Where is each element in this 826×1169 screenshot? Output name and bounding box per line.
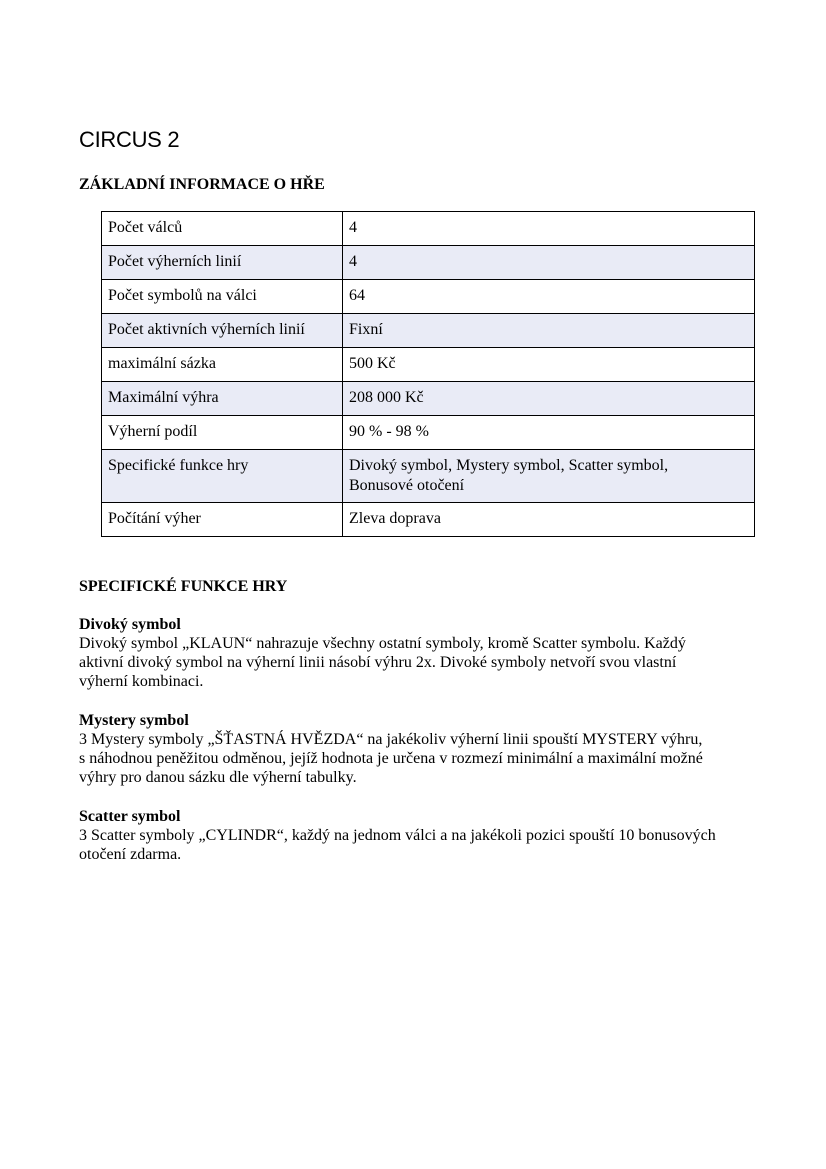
row-value-line: Bonusové otočení xyxy=(349,477,465,494)
row-value: 4 xyxy=(343,212,755,246)
feature-wild-symbol xyxy=(79,615,759,691)
table-row xyxy=(102,416,755,450)
row-label: Specifické funkce hry xyxy=(102,450,343,503)
feature-text-line: aktivní divoký symbol na výherní linii násobí výhru 2x. Divoké symboly netvoří svou vlastní xyxy=(79,654,677,671)
feature-text-line: 3 Mystery symboly „ŠŤASTNÁ HVĚZDA“ na jakékoliv výherní linii spouští MYSTERY výhru, xyxy=(79,731,703,748)
feature-mystery-symbol xyxy=(79,711,759,787)
table-row xyxy=(102,348,755,382)
row-label: Výherní podíl xyxy=(102,416,343,450)
feature-text-line: výherní kombinaci. xyxy=(79,673,204,690)
row-label: Počet válců xyxy=(102,212,343,246)
feature-text-line: otočení zdarma. xyxy=(79,846,182,863)
table-row xyxy=(102,450,755,503)
table-row xyxy=(102,280,755,314)
row-value: Zleva doprava xyxy=(343,503,755,537)
document-title: CIRCUS 2 xyxy=(79,127,180,152)
row-value xyxy=(343,450,755,503)
basic-info-heading: ZÁKLADNÍ INFORMACE O HŘE xyxy=(79,176,325,193)
row-label: Počítání výher xyxy=(102,503,343,537)
feature-title: Divoký symbol xyxy=(79,616,181,633)
row-value: 4 xyxy=(343,246,755,280)
row-value: 64 xyxy=(343,280,755,314)
row-label: Počet aktivních výherních linií xyxy=(102,314,343,348)
row-label: Maximální výhra xyxy=(102,382,343,416)
row-value: 500 Kč xyxy=(343,348,755,382)
row-value: 208 000 Kč xyxy=(343,382,755,416)
feature-title: Mystery symbol xyxy=(79,712,189,729)
feature-text-line: s náhodnou peněžitou odměnou, jejíž hodnota je určena v rozmezí minimální a maximální možné xyxy=(79,750,703,767)
feature-text-line: 3 Scatter symboly „CYLINDR“, každý na jednom válci a na jakékoli pozici spouští 10 bonusových xyxy=(79,827,716,844)
game-info-table xyxy=(101,211,755,537)
row-label: Počet výherních linií xyxy=(102,246,343,280)
table-row xyxy=(102,503,755,537)
feature-scatter-symbol xyxy=(79,807,759,864)
row-value-line: Divoký symbol, Mystery symbol, Scatter symbol, xyxy=(349,457,669,474)
table-row xyxy=(102,314,755,348)
row-value: Fixní xyxy=(343,314,755,348)
table-row xyxy=(102,246,755,280)
row-label: maximální sázka xyxy=(102,348,343,382)
table-row xyxy=(102,382,755,416)
features-heading: SPECIFICKÉ FUNKCE HRY xyxy=(79,578,288,595)
feature-text-line: výhry pro danou sázku dle výherní tabulky. xyxy=(79,769,357,786)
table-row xyxy=(102,212,755,246)
row-label: Počet symbolů na válci xyxy=(102,280,343,314)
feature-title: Scatter symbol xyxy=(79,808,181,825)
row-value: 90 % - 98 % xyxy=(343,416,755,450)
feature-text-line: Divoký symbol „KLAUN“ nahrazuje všechny ostatní symboly, kromě Scatter symbolu. Každý xyxy=(79,635,686,652)
